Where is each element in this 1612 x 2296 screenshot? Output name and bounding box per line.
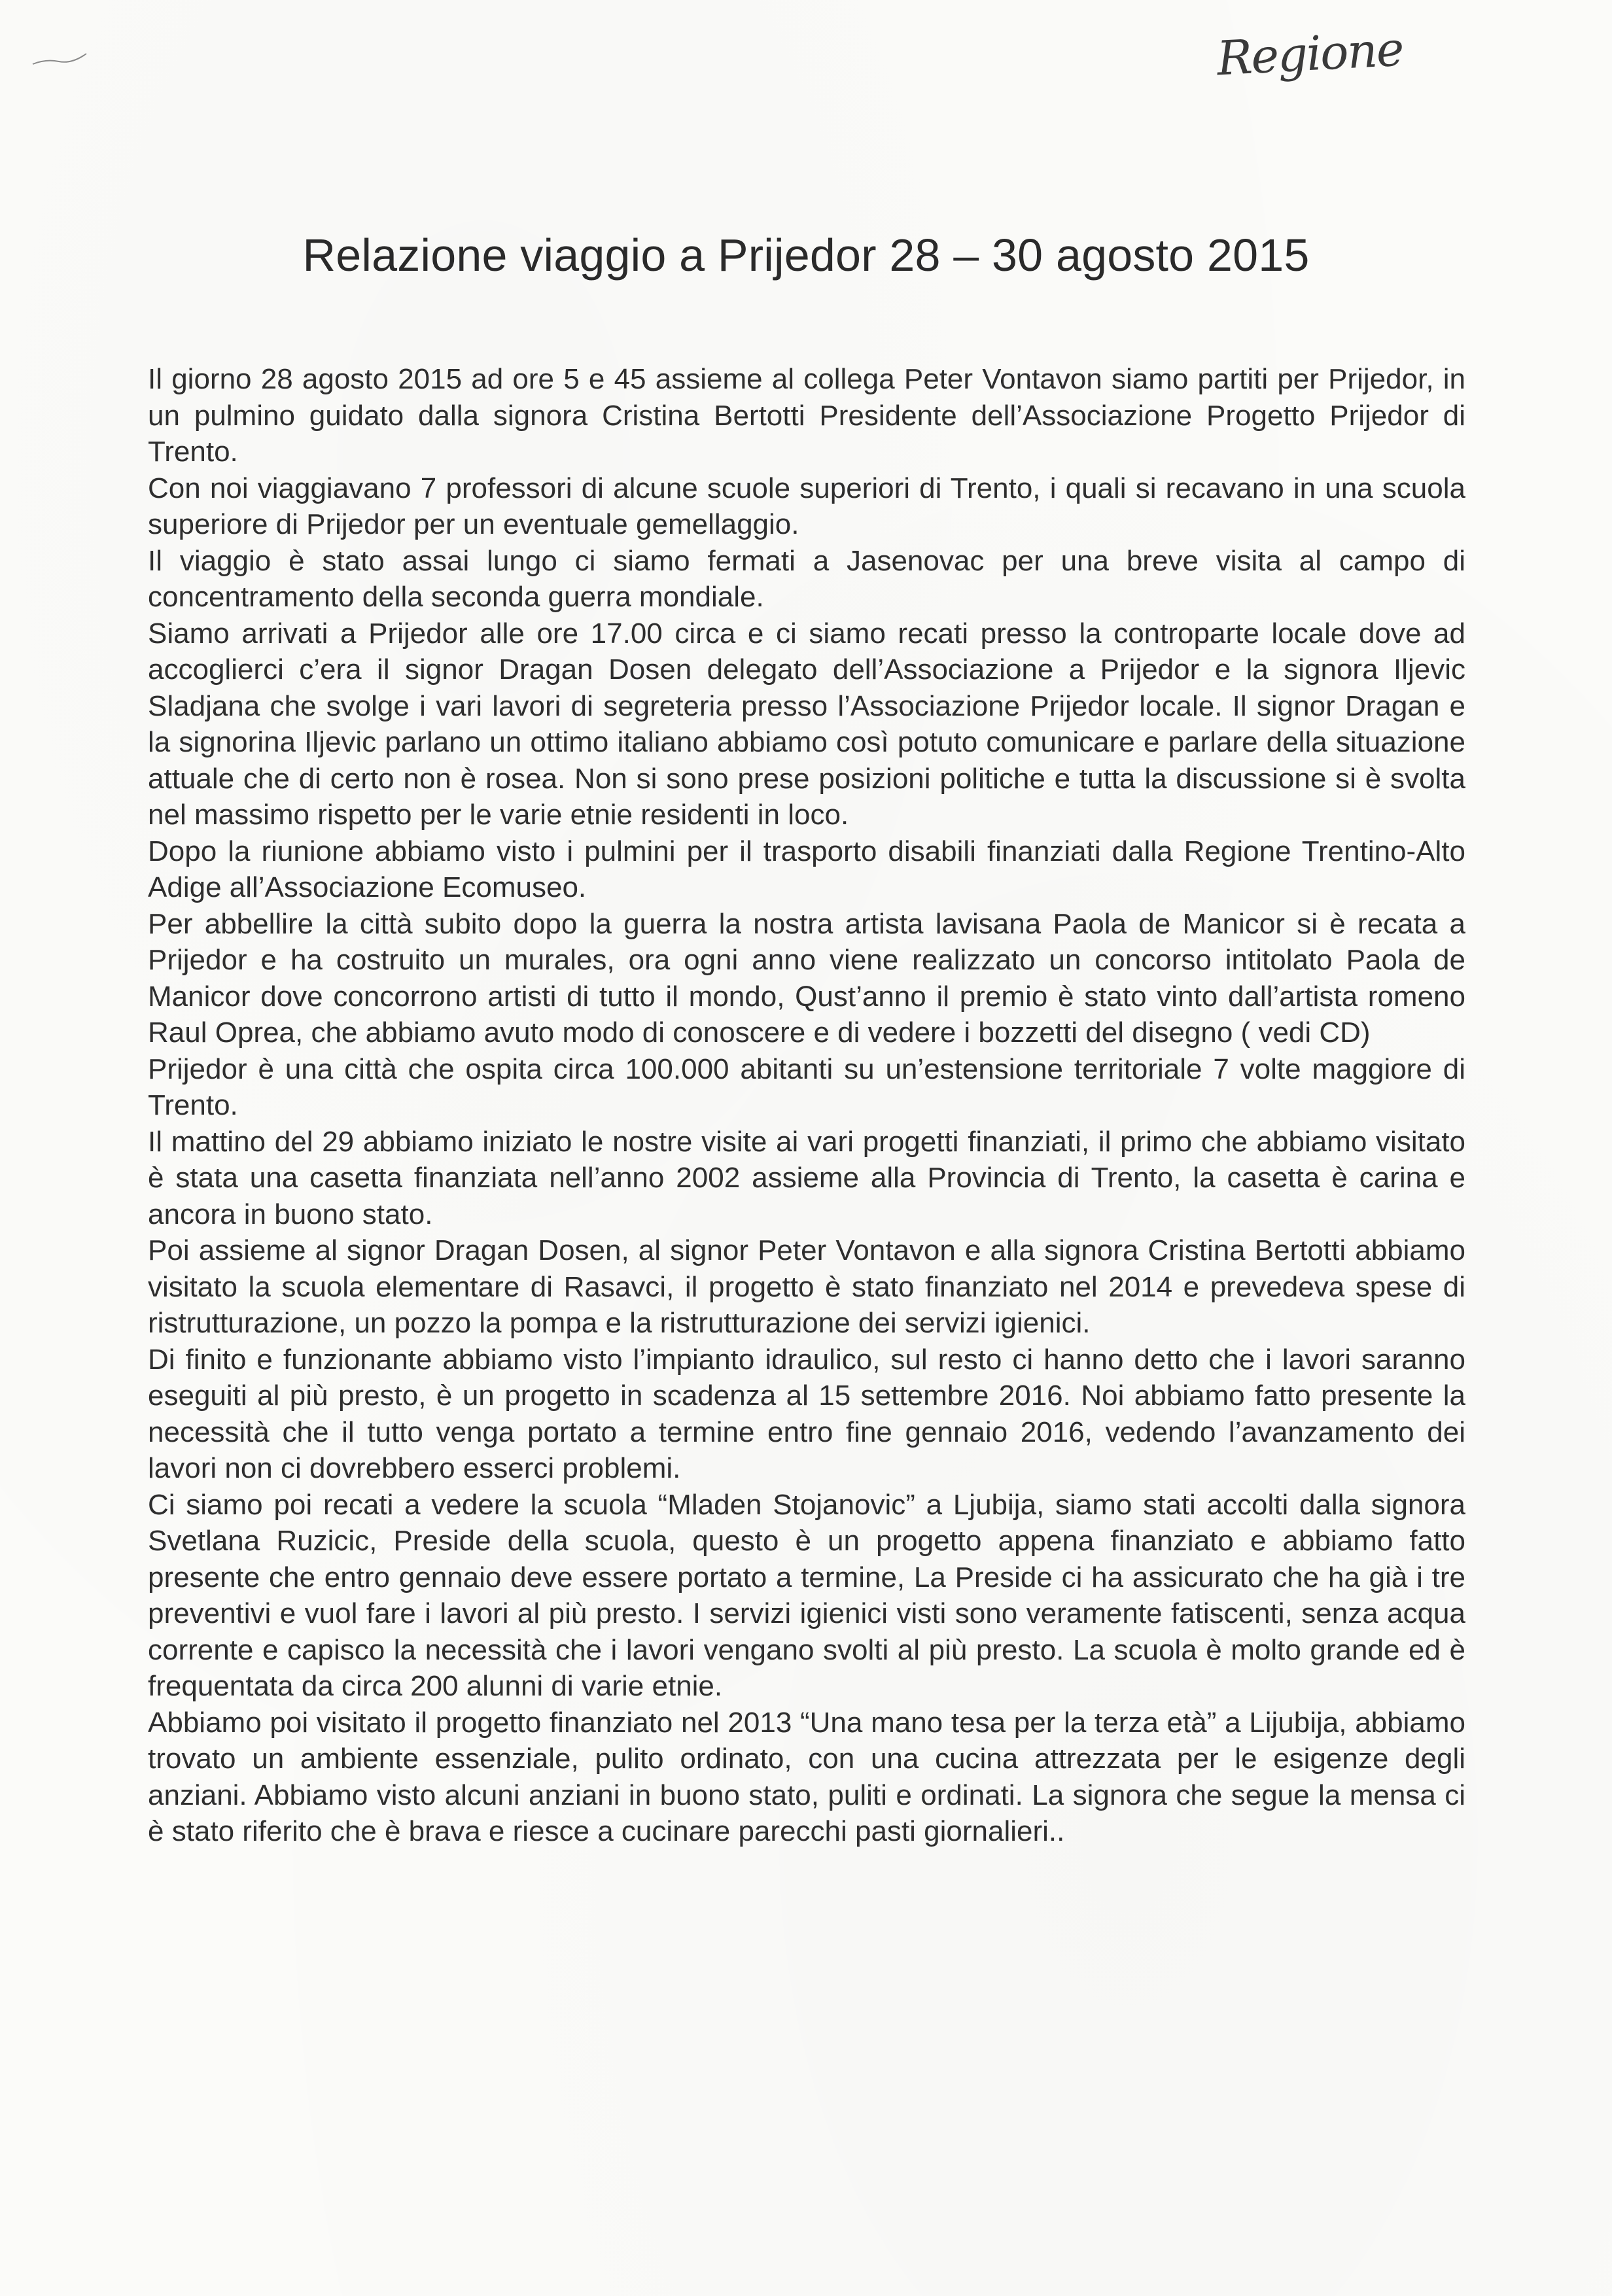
paragraph: Abbiamo poi visitato il progetto finanziato nel 2013 “Una mano tesa per la terza età” a Lijubija, abbiamo trovato un ambiente essenziale, pulito ordinato, con una cucina attrezzata per le esigenze degli anziani. Abbiamo visto alcuni anziani in buono stato, puliti e ordinati. La signora che segue la mensa ci è stato riferito che è brava e riesce a cucinare parecchi pasti giornalieri.. [148,1706,1465,1847]
handwritten-note: Regione [1215,21,1405,86]
scan-artifact-mark [26,39,92,78]
paragraph: Il mattino del 29 abbiamo iniziato le nostre visite ai vari progetti finanziati, il primo che abbiamo visitato è stata una casetta finanziata nell’anno 2002 assieme alla Provincia di Trento, la casetta è carina e ancora in buono stato. [148,1125,1465,1230]
document-title: Relazione viaggio a Prijedor 28 – 30 agosto 2015 [302,230,1310,281]
paragraph: Il giorno 28 agosto 2015 ad ore 5 e 45 assieme al collega Peter Vontavon siamo partiti per Prijedor, in un pulmino guidato dalla signora Cristina Bertotti Presidente dell’Associazione Progetto Prijedor di Trento. [148,363,1465,468]
paragraph: Con noi viaggiavano 7 professori di alcune scuole superiori di Trento, i quali si recavano in una scuola superiore di Prijedor per un eventuale gemellaggio. [148,472,1465,540]
paragraph: Il viaggio è stato assai lungo ci siamo fermati a Jasenovac per una breve visita al campo di concentramento della seconda guerra mondiale. [148,544,1465,613]
paragraph: Poi assieme al signor Dragan Dosen, al signor Peter Vontavon e alla signora Cristina Bertotti abbiamo visitato la scuola elementare di Rasavci, il progetto è stato finanziato nel 2014 e prevedeva spese di ristrutturazione, un pozzo la pompa e la ristrutturazione dei servizi igienici. [148,1234,1465,1339]
paragraph: Di finito e funzionante abbiamo visto l’impianto idraulico, sul resto ci hanno detto che i lavori saranno eseguiti al più presto, è un progetto in scadenza al 15 settembre 2016. Noi abbiamo fatto presente la necessità che il tutto venga portato a termine entro fine gennaio 2016, vedendo l’avanzamento dei lavori non ci dovrebbero esserci problemi. [148,1343,1465,1484]
paragraph: Ci siamo poi recati a vedere la scuola “Mladen Stojanovic” a Ljubija, siamo stati accolti dalla signora Svetlana Ruzicic, Preside della scuola, questo è un progetto appena finanziato e abbiamo fatto presente che entro gennaio deve essere portato a termine, La Preside ci ha assicurato che ha già i tre preventivi e vuol fare i lavori al più presto. I servizi igienici visti sono veramente fatiscenti, senza acqua corrente e capisco la necessità che i lavori vengano svolti al più presto. La scuola è molto grande ed è frequentata da circa 200 alunni di varie etnie. [148,1488,1465,1702]
document-body [148,361,1465,1850]
paragraph: Per abbellire la città subito dopo la guerra la nostra artista lavisana Paola de Manicor si è recata a Prijedor e ha costruito un murales, ora ogni anno viene realizzato un concorso intitolato Paola de Manicor dove concorrono artisti di tutto il mondo, Qust’anno il premio è stato vinto dall’artista romeno Raul Oprea, che abbiamo avuto modo di conoscere e di vedere i bozzetti del disegno ( vedi CD) [148,907,1465,1049]
paragraph: Siamo arrivati a Prijedor alle ore 17.00 circa e ci siamo recati presso la controparte locale dove ad accoglierci c’era il signor Dragan Dosen delegato dell’Associazione a Prijedor e la signora Iljevic Sladjana che svolge i vari lavori di segreteria presso l’Associazione Prijedor locale. Il signor Dragan e la signorina Iljevic parlano un ottimo italiano abbiamo così potuto comunicare e parlare della situazione attuale che di certo non è rosea. Non si sono prese posizioni politiche e tutta la discussione si è svolta nel massimo rispetto per le varie etnie residenti in loco. [148,617,1465,831]
paragraph: Dopo la riunione abbiamo visto i pulmini per il trasporto disabili finanziati dalla Regione Trentino-Alto Adige all’Associazione Ecomuseo. [148,835,1465,903]
paragraph: Prijedor è una città che ospita circa 100.000 abitanti su un’estensione territoriale 7 volte maggiore di Trento. [148,1052,1465,1121]
